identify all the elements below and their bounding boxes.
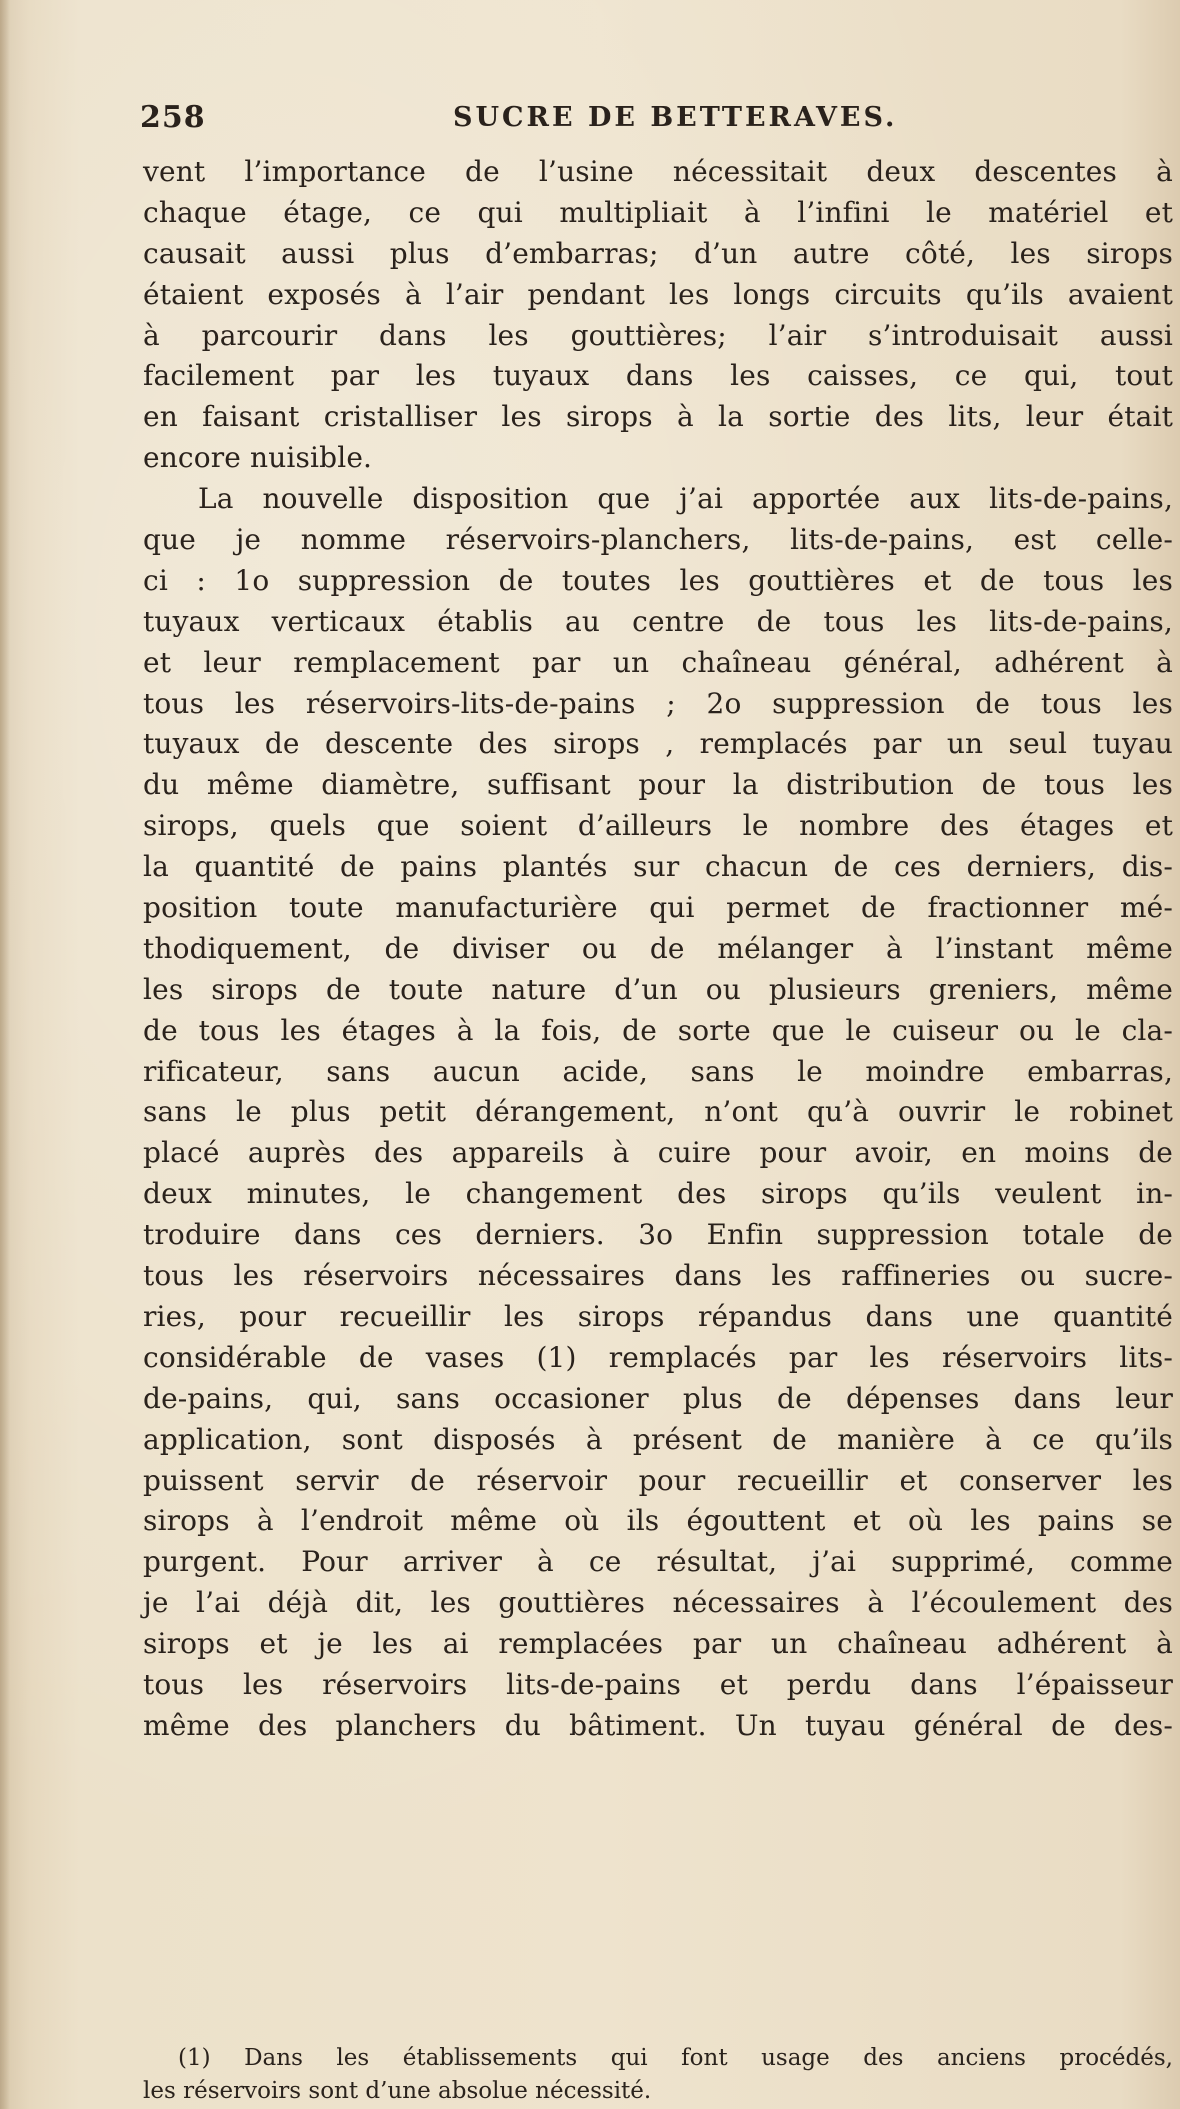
text-line: même des planchers du bâtiment. Un tuyau général de des- bbox=[143, 1708, 1173, 1742]
text-line: en faisant cristalliser les sirops à la sortie des lits, leur était bbox=[143, 400, 1173, 434]
text-line: deux minutes, le changement des sirops qu’ils veulent in- bbox=[143, 1177, 1173, 1211]
text-line: je l’ai déjà dit, les gouttières nécessaires à l’écoulement des bbox=[143, 1586, 1173, 1620]
text-line: troduire dans ces derniers. 3o Enfin suppression totale de bbox=[143, 1218, 1173, 1252]
footnote-line: les réservoirs sont d’une absolue nécessité. bbox=[143, 2078, 652, 2104]
text-line: de-pains, qui, sans occasioner plus de dépenses dans leur bbox=[143, 1381, 1173, 1415]
footnote-line: (1) Dans les établissements qui font usage des anciens procédés, bbox=[178, 2045, 1173, 2071]
text-line: position toute manufacturière qui permet de fractionner mé- bbox=[143, 891, 1173, 925]
text-line: tuyaux de descente des sirops , remplacés par un seul tuyau bbox=[143, 727, 1173, 761]
text-line: sans le plus petit dérangement, n’ont qu’à ouvrir le robinet bbox=[143, 1095, 1173, 1129]
text-line: thodiquement, de diviser ou de mélanger à l’instant même bbox=[143, 931, 1173, 965]
text-line: encore nuisible. bbox=[143, 441, 373, 475]
text-line: les sirops de toute nature d’un ou plusieurs greniers, même bbox=[143, 972, 1173, 1006]
text-line: sirops à l’endroit même où ils égouttent et où les pains se bbox=[143, 1504, 1173, 1538]
text-line: sirops, quels que soient d’ailleurs le nombre des étages et bbox=[143, 809, 1173, 843]
text-line: application, sont disposés à présent de manière à ce qu’ils bbox=[143, 1422, 1173, 1456]
text-line: ci : 1o suppression de toutes les gouttières et de tous les bbox=[143, 563, 1173, 597]
text-line: chaque étage, ce qui multipliait à l’infini le matériel et bbox=[143, 195, 1173, 229]
text-line: causait aussi plus d’embarras; d’un autre côté, les sirops bbox=[143, 236, 1173, 270]
text-line: puissent servir de réservoir pour recueillir et conserver les bbox=[143, 1463, 1173, 1497]
text-line: sirops et je les ai remplacées par un chaîneau adhérent à bbox=[143, 1627, 1173, 1661]
text-line: tous les réservoirs lits-de-pains et perdu dans l’épaisseur bbox=[143, 1667, 1173, 1701]
text-line: facilement par les tuyaux dans les caisses, ce qui, tout bbox=[143, 359, 1173, 393]
body-text bbox=[143, 152, 1173, 1747]
page-gutter-shadow bbox=[0, 0, 10, 2109]
text-line: de tous les étages à la fois, de sorte que le cuiseur ou le cla- bbox=[143, 1013, 1173, 1047]
text-line: que je nomme réservoirs-planchers, lits-de-pains, est celle- bbox=[143, 523, 1173, 557]
text-line: tuyaux verticaux établis au centre de tous les lits-de-pains, bbox=[143, 604, 1173, 638]
text-line: ries, pour recueillir les sirops répandus dans une quantité bbox=[143, 1299, 1173, 1333]
page-number: 258 bbox=[140, 100, 206, 135]
text-line: et leur remplacement par un chaîneau général, adhérent à bbox=[143, 645, 1173, 679]
text-line: du même diamètre, suffisant pour la distribution de tous les bbox=[143, 768, 1173, 802]
text-line: tous les réservoirs nécessaires dans les raffineries ou sucre- bbox=[143, 1259, 1173, 1293]
text-line: la quantité de pains plantés sur chacun de ces derniers, dis- bbox=[143, 850, 1173, 884]
footnotes bbox=[143, 2042, 1173, 2108]
text-line: vent l’importance de l’usine nécessitait deux descentes à bbox=[143, 155, 1173, 188]
text-line: considérable de vases (1) remplacés par les réservoirs lits- bbox=[143, 1340, 1173, 1374]
text-line: rificateur, sans aucun acide, sans le moindre embarras, bbox=[143, 1054, 1173, 1088]
page-header bbox=[140, 100, 1160, 144]
running-head: SUCRE DE BETTERAVES. bbox=[453, 102, 898, 133]
text-line: placé auprès des appareils à cuire pour avoir, en moins de bbox=[143, 1136, 1173, 1170]
text-line: La nouvelle disposition que j’ai apportée aux lits-de-pains, bbox=[198, 482, 1173, 516]
text-line: purgent. Pour arriver à ce résultat, j’ai supprimé, comme bbox=[143, 1545, 1173, 1579]
text-line: étaient exposés à l’air pendant les longs circuits qu’ils avaient bbox=[143, 277, 1173, 311]
text-line: à parcourir dans les gouttières; l’air s’introduisait aussi bbox=[143, 318, 1173, 352]
text-line: tous les réservoirs-lits-de-pains ; 2o suppression de tous les bbox=[143, 686, 1173, 720]
